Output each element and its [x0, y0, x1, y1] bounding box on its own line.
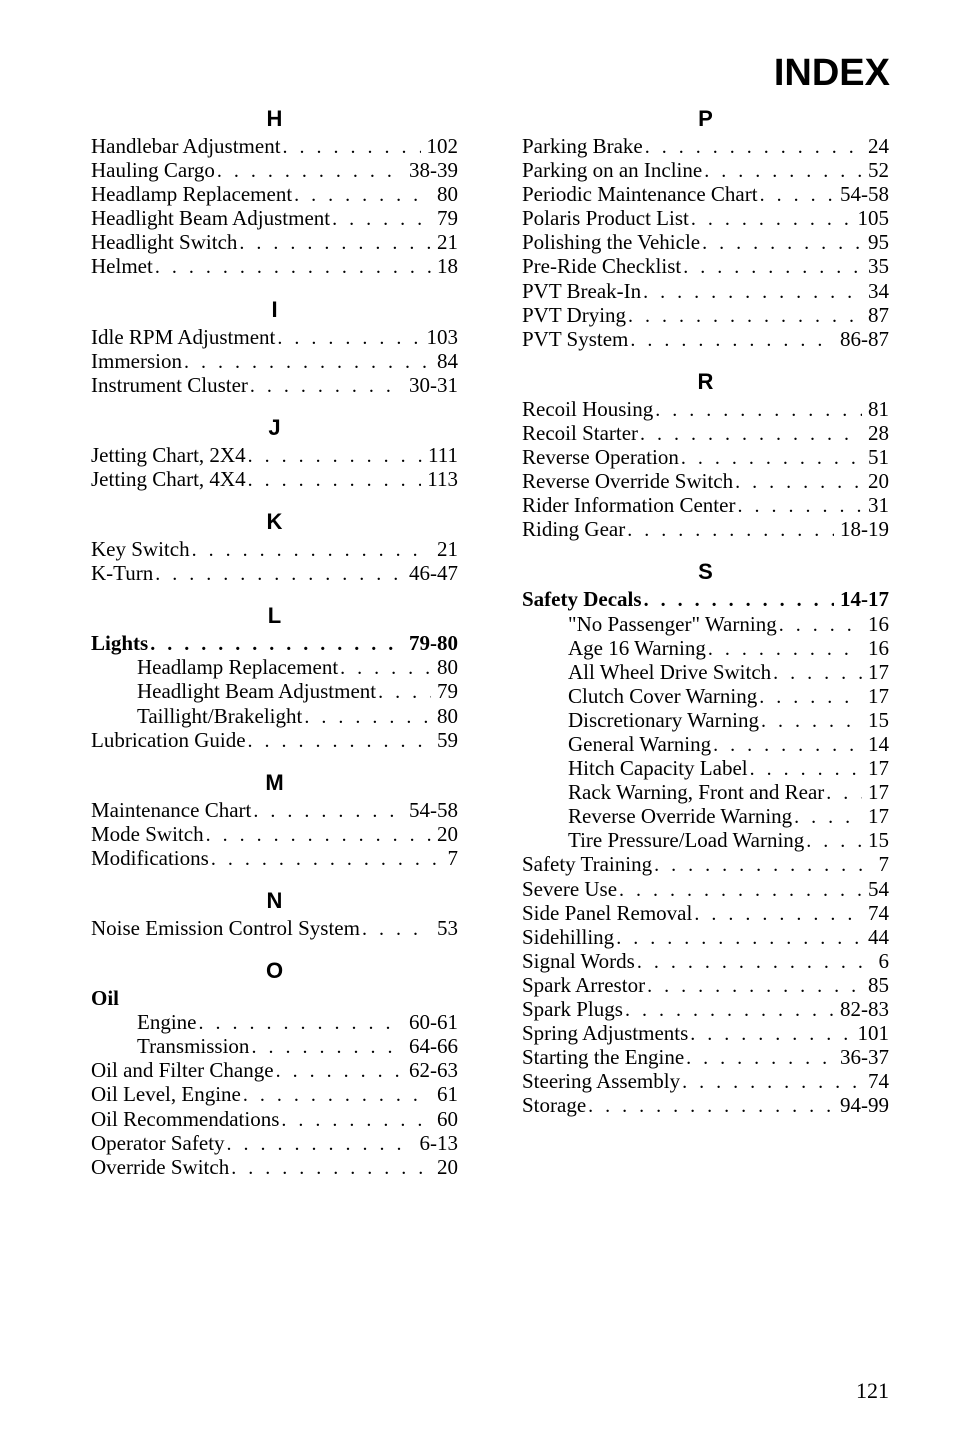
- entry-label: Oil Level, Engine: [91, 1082, 241, 1107]
- index-entry: [91, 822, 458, 846]
- index-section: [91, 507, 458, 585]
- index-subentry: [522, 708, 889, 732]
- entry-page: 79-80: [409, 631, 458, 656]
- section-letter: O: [265, 958, 284, 984]
- entry-label: Recoil Starter: [522, 420, 639, 445]
- entry-page: 34: [868, 278, 889, 303]
- index-subentry: [91, 679, 458, 703]
- entry-page: 36-37: [840, 1045, 889, 1070]
- dot-leader: [686, 1046, 834, 1069]
- index-subentry: [522, 732, 889, 756]
- entry-label: Recoil Housing: [522, 396, 654, 421]
- dot-leader: [759, 685, 862, 708]
- index-subentry: [522, 780, 889, 804]
- index-entry: [522, 469, 889, 493]
- index-section: [91, 295, 458, 397]
- dot-leader: [681, 446, 862, 469]
- entry-page: 94-99: [840, 1093, 889, 1118]
- dot-leader: [773, 661, 862, 684]
- dot-leader: [198, 1011, 403, 1034]
- index-entry: [91, 537, 458, 561]
- entry-label: K-Turn: [91, 561, 154, 586]
- dot-leader: [304, 705, 431, 728]
- dot-leader: [248, 729, 431, 752]
- index-column-left: [91, 104, 458, 1179]
- dot-leader: [708, 637, 862, 660]
- entry-page: 87: [868, 302, 889, 327]
- index-section: [91, 413, 458, 491]
- entry-label: Spark Plugs: [522, 997, 623, 1021]
- entry-page: 74: [868, 900, 889, 925]
- dot-leader: [630, 328, 834, 351]
- entry-page: 79: [437, 206, 458, 231]
- entry-page: 111: [428, 442, 458, 467]
- dot-leader: [251, 1035, 403, 1058]
- entry-page: 52: [868, 158, 889, 183]
- index-entry: [522, 973, 889, 997]
- index-entry: [91, 134, 458, 158]
- entry-page: 7: [878, 852, 889, 877]
- entry-label: Hitch Capacity Label: [568, 756, 748, 781]
- entry-page: 84: [437, 348, 458, 373]
- entry-page: 17: [868, 756, 889, 781]
- entry-label: Side Panel Removal: [522, 900, 693, 925]
- entry-page: 30-31: [409, 372, 458, 397]
- dot-leader: [682, 1070, 862, 1093]
- entry-label: PVT System: [522, 326, 629, 351]
- entry-label: Oil Recommendations: [91, 1106, 280, 1131]
- index-section: [522, 104, 889, 351]
- index-entry: [522, 279, 889, 303]
- entry-page: 20: [437, 1154, 458, 1179]
- index-entry: [91, 728, 458, 752]
- entry-label: Pre-Ride Checklist: [522, 254, 682, 279]
- dot-leader: [619, 878, 862, 901]
- entry-label: Jetting Chart, 4X4: [91, 466, 246, 491]
- entry-label: Tire Pressure/Load Warning: [568, 828, 805, 853]
- index-section: [91, 601, 458, 751]
- dot-leader: [248, 444, 422, 467]
- entry-page: 105: [857, 206, 889, 231]
- entry-label: Signal Words: [522, 948, 635, 973]
- entry-label: Headlight Beam Adjustment: [137, 679, 377, 704]
- index-entry: [522, 949, 889, 973]
- dot-leader: [625, 998, 834, 1021]
- index-entry: [522, 445, 889, 469]
- dot-leader: [643, 280, 862, 303]
- dot-leader: [683, 255, 862, 278]
- entry-page: 80: [437, 182, 458, 207]
- index-entry: [91, 1155, 458, 1179]
- dot-leader: [281, 1108, 431, 1131]
- section-letter: I: [271, 296, 278, 322]
- section-letter: S: [698, 559, 713, 585]
- entry-label: "No Passenger" Warning: [568, 611, 777, 636]
- dot-leader: [294, 183, 431, 206]
- index-entry: [522, 1093, 889, 1117]
- entry-page: 21: [437, 230, 458, 255]
- entry-label: Headlight Beam Adjustment: [91, 206, 331, 231]
- dot-leader: [694, 902, 862, 925]
- index-entry: [91, 325, 458, 349]
- index-entry: [522, 206, 889, 230]
- dot-leader: [690, 1022, 851, 1045]
- dot-leader: [826, 781, 862, 804]
- entry-label: Oil and Filter Change: [91, 1058, 274, 1083]
- entry-page: 103: [426, 324, 458, 349]
- entry-label: Handlebar Adjustment: [91, 134, 281, 158]
- index-subentry: [522, 804, 889, 828]
- index-entry: [522, 587, 889, 611]
- entry-page: 17: [868, 683, 889, 708]
- index-entry: [522, 517, 889, 541]
- dot-leader: [211, 847, 442, 870]
- dot-leader: [750, 757, 862, 780]
- entry-page: 35: [868, 254, 889, 279]
- entry-label: Override Switch: [91, 1154, 230, 1179]
- dot-leader: [645, 135, 862, 158]
- index-entry: [91, 182, 458, 206]
- index-entry: [91, 561, 458, 585]
- index-entry: [91, 158, 458, 182]
- entry-page: 101: [857, 1021, 889, 1046]
- entry-label: Headlamp Replacement: [91, 182, 293, 207]
- entry-label: Sidehilling: [522, 924, 615, 949]
- dot-leader: [250, 374, 403, 397]
- section-letter: R: [697, 368, 714, 394]
- index-entry: [91, 206, 458, 230]
- entry-page: 82-83: [840, 997, 889, 1021]
- index-entry: [91, 986, 458, 1010]
- entry-label: PVT Drying: [522, 302, 627, 327]
- index-entry: [91, 254, 458, 278]
- index-entry: [522, 158, 889, 182]
- entry-page: 80: [437, 655, 458, 680]
- index-subentry: [522, 636, 889, 660]
- entry-label: Rack Warning, Front and Rear: [568, 780, 825, 805]
- entry-label: Severe Use: [522, 876, 618, 901]
- entry-page: 18: [437, 254, 458, 279]
- entry-page: 60: [437, 1106, 458, 1131]
- index-entry: [91, 467, 458, 491]
- entry-label: Hauling Cargo: [91, 158, 215, 183]
- dot-leader: [150, 632, 403, 655]
- dot-leader: [239, 231, 431, 254]
- dot-leader: [691, 207, 852, 230]
- entry-page: 17: [868, 659, 889, 684]
- entry-page: 31: [868, 493, 889, 518]
- entry-page: 14-17: [840, 587, 889, 612]
- entry-label: Maintenance Chart: [91, 797, 252, 822]
- index-subentry: [91, 655, 458, 679]
- entry-page: 17: [868, 780, 889, 805]
- index-entry: [522, 1021, 889, 1045]
- entry-page: 53: [437, 915, 458, 940]
- index-entry: [91, 1131, 458, 1155]
- dot-leader: [647, 974, 862, 997]
- index-subentry: [522, 684, 889, 708]
- entry-label: Parking on an Incline: [522, 158, 703, 183]
- entry-page: 51: [868, 445, 889, 470]
- entry-label: Headlight Switch: [91, 230, 238, 255]
- entry-page: 14: [868, 731, 889, 756]
- entry-label: Noise Emission Control System: [91, 915, 360, 940]
- index-entry: [91, 798, 458, 822]
- entry-page: 46-47: [409, 561, 458, 586]
- index-subentry: [522, 612, 889, 636]
- entry-label: Reverse Operation: [522, 445, 679, 470]
- entry-page: 20: [437, 821, 458, 846]
- section-letter: K: [266, 509, 283, 535]
- index-section: [91, 886, 458, 940]
- entry-label: Idle RPM Adjustment: [91, 324, 276, 349]
- dot-leader: [378, 680, 431, 703]
- index-entry: [522, 877, 889, 901]
- entry-label: PVT Break-In: [522, 278, 642, 303]
- entry-page: 16: [868, 611, 889, 636]
- index-entry: [522, 182, 889, 206]
- entry-label: Age 16 Warning: [568, 635, 706, 660]
- dot-leader: [206, 823, 431, 846]
- entry-label: Mode Switch: [91, 821, 204, 846]
- section-letter: N: [266, 887, 283, 913]
- entry-page: 113: [427, 466, 458, 491]
- entry-page: 15: [868, 707, 889, 732]
- dot-leader: [184, 350, 431, 373]
- entry-label: General Warning: [568, 731, 712, 756]
- dot-leader: [627, 518, 834, 541]
- section-letter: M: [265, 769, 284, 795]
- index-subentry: [91, 704, 458, 728]
- index-entry: [91, 373, 458, 397]
- entry-page: 15: [868, 828, 889, 853]
- index-subentry: [522, 660, 889, 684]
- entry-label: Lights: [91, 631, 149, 656]
- index-entry: [522, 230, 889, 254]
- dot-leader: [231, 1156, 431, 1179]
- entry-label: Rider Information Center: [522, 493, 736, 518]
- index-entry: [522, 901, 889, 925]
- index-entry: [91, 916, 458, 940]
- dot-leader: [794, 805, 862, 828]
- dot-leader: [217, 159, 403, 182]
- dot-leader: [340, 656, 431, 679]
- dot-leader: [704, 159, 862, 182]
- entry-page: 81: [868, 396, 889, 421]
- index-entry: [522, 997, 889, 1021]
- index-entry: [522, 421, 889, 445]
- index-entry: [91, 1082, 458, 1106]
- dot-leader: [277, 326, 420, 349]
- entry-label: Steering Assembly: [522, 1069, 681, 1094]
- entry-label: Periodic Maintenance Chart: [522, 182, 758, 207]
- index-entry: [522, 852, 889, 876]
- entry-label: Helmet: [91, 254, 153, 279]
- index-entry: [522, 397, 889, 421]
- dot-leader: [637, 950, 873, 973]
- entry-page: 95: [868, 230, 889, 255]
- entry-label: Safety Decals: [522, 587, 642, 612]
- dot-leader: [332, 207, 431, 230]
- index-entry: [91, 1107, 458, 1131]
- index-subentry: [91, 1010, 458, 1034]
- dot-leader: [227, 1132, 414, 1155]
- index-entry: [522, 1045, 889, 1069]
- index-entry: [522, 327, 889, 351]
- dot-leader: [155, 255, 431, 278]
- dot-leader: [588, 1094, 834, 1117]
- index-entry: [91, 349, 458, 373]
- dot-leader: [713, 733, 862, 756]
- index-section: [522, 557, 889, 1117]
- section-letter: L: [267, 603, 282, 629]
- entry-label: Polaris Product List: [522, 206, 689, 231]
- index-entry: [91, 846, 458, 870]
- index-subentry: [522, 828, 889, 852]
- dot-leader: [192, 538, 431, 561]
- dot-leader: [655, 398, 862, 421]
- dot-leader: [702, 231, 862, 254]
- section-letter: J: [268, 414, 281, 440]
- entry-label: All Wheel Drive Switch: [568, 659, 772, 684]
- entry-label: Oil: [91, 986, 120, 1011]
- dot-leader: [737, 494, 862, 517]
- entry-label: Operator Safety: [91, 1130, 225, 1155]
- section-letter: P: [698, 106, 713, 131]
- dot-leader: [779, 613, 862, 636]
- dot-leader: [616, 926, 862, 949]
- entry-page: 64-66: [409, 1034, 458, 1059]
- index-entry: [91, 230, 458, 254]
- entry-page: 24: [868, 134, 889, 158]
- entry-label: Parking Brake: [522, 134, 643, 158]
- entry-page: 44: [868, 924, 889, 949]
- entry-page: 85: [868, 972, 889, 997]
- entry-page: 62-63: [409, 1058, 458, 1083]
- dot-leader: [362, 917, 431, 940]
- index-entry: [522, 134, 889, 158]
- index-entry: [522, 493, 889, 517]
- index-section: [522, 367, 889, 542]
- dot-leader: [276, 1059, 403, 1082]
- index-section: [91, 104, 458, 279]
- entry-label: Headlamp Replacement: [137, 655, 339, 680]
- dot-leader: [654, 853, 872, 876]
- entry-page: 102: [426, 134, 458, 158]
- entry-label: Immersion: [91, 348, 182, 373]
- index-subentry: [522, 756, 889, 780]
- entry-page: 59: [437, 727, 458, 752]
- entry-label: Engine: [137, 1010, 197, 1035]
- entry-page: 80: [437, 703, 458, 728]
- index-entry: [91, 1058, 458, 1082]
- index-section: [91, 956, 458, 1179]
- entry-page: 17: [868, 804, 889, 829]
- index-subentry: [91, 1034, 458, 1058]
- entry-label: Discretionary Warning: [568, 707, 759, 732]
- entry-label: Spark Arrestor: [522, 972, 646, 997]
- index-entry: [91, 443, 458, 467]
- dot-leader: [806, 829, 862, 852]
- index-column-right: [522, 104, 889, 1117]
- entry-page: 18-19: [840, 517, 889, 542]
- entry-label: Lubrication Guide: [91, 727, 246, 752]
- dot-leader: [253, 799, 403, 822]
- entry-page: 20: [868, 469, 889, 494]
- entry-page: 54-58: [409, 797, 458, 822]
- entry-page: 60-61: [409, 1010, 458, 1035]
- entry-page: 28: [868, 420, 889, 445]
- index-entry: [522, 303, 889, 327]
- entry-label: Modifications: [91, 845, 209, 870]
- entry-label: Starting the Engine: [522, 1045, 685, 1070]
- entry-label: Storage: [522, 1093, 587, 1118]
- entry-page: 38-39: [409, 158, 458, 183]
- entry-label: Riding Gear: [522, 517, 626, 542]
- entry-label: Reverse Override Switch: [522, 469, 734, 494]
- dot-leader: [761, 709, 862, 732]
- index-entry: [522, 254, 889, 278]
- entry-page: 7: [447, 845, 458, 870]
- entry-label: Jetting Chart, 2X4: [91, 442, 246, 467]
- entry-page: 74: [868, 1069, 889, 1094]
- entry-label: Transmission: [137, 1034, 250, 1059]
- index-entry: [522, 925, 889, 949]
- entry-page: 79: [437, 679, 458, 704]
- entry-page: 54-58: [840, 182, 889, 207]
- index-entry: [522, 1069, 889, 1093]
- dot-leader: [628, 304, 862, 327]
- entry-label: Spring Adjustments: [522, 1021, 689, 1046]
- entry-label: Polishing the Vehicle: [522, 230, 701, 255]
- entry-page: 16: [868, 635, 889, 660]
- dot-leader: [243, 1083, 431, 1106]
- index-entry: [91, 631, 458, 655]
- entry-page: 61: [437, 1082, 458, 1107]
- dot-leader: [248, 468, 422, 491]
- entry-label: Reverse Override Warning: [568, 804, 793, 829]
- entry-page: 6: [878, 948, 889, 973]
- dot-leader: [283, 135, 421, 158]
- page-title: INDEX: [773, 52, 890, 94]
- entry-label: Safety Training: [522, 852, 653, 877]
- entry-label: Instrument Cluster: [91, 372, 248, 397]
- dot-leader: [640, 422, 862, 445]
- dot-leader: [735, 470, 862, 493]
- dot-leader: [155, 562, 403, 585]
- entry-label: Taillight/Brakelight: [137, 703, 303, 728]
- entry-page: 6-13: [419, 1130, 458, 1155]
- page-number: 121: [856, 1378, 889, 1403]
- entry-page: 21: [437, 537, 458, 562]
- entry-page: 86-87: [840, 326, 889, 351]
- section-letter: H: [266, 106, 283, 131]
- dot-leader: [644, 588, 834, 611]
- entry-label: Key Switch: [91, 537, 190, 562]
- index-section: [91, 768, 458, 870]
- entry-page: 54: [868, 876, 889, 901]
- entry-label: Clutch Cover Warning: [568, 683, 758, 708]
- dot-leader: [760, 183, 834, 206]
